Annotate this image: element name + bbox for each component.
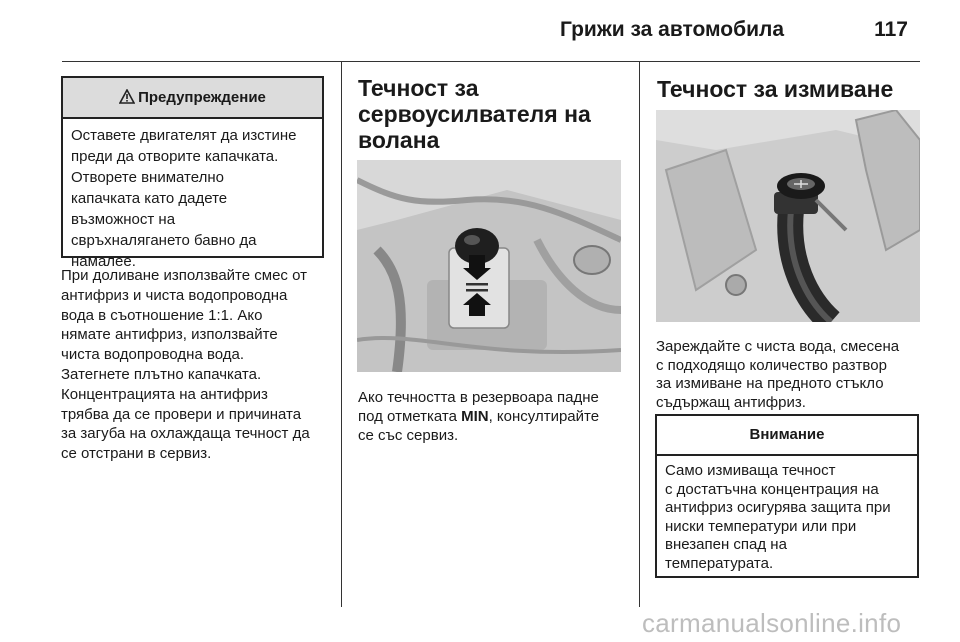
text-fragment: под отметката	[358, 408, 462, 425]
text-line: намалее.	[71, 253, 136, 270]
text-line: вода в съотношение 1:1. Ако	[61, 306, 263, 324]
washer-fluid-reservoir-photo	[656, 110, 920, 322]
text-line: нямате антифриз, използвайте	[61, 326, 278, 344]
notice-box	[655, 414, 919, 578]
text-line: Отворете внимателно	[71, 169, 224, 186]
power-steering-fluid-title	[358, 75, 628, 153]
washer-fluid-paragraph	[656, 338, 931, 413]
warning-box	[61, 76, 324, 270]
text-line: антифриз осигурява защита при	[665, 499, 891, 517]
text-line: трябва да се провери и причината	[61, 405, 302, 423]
text-line: Само измиваща течност	[665, 462, 836, 479]
warning-box-text	[63, 119, 322, 272]
power-steering-paragraph	[358, 388, 633, 445]
text-line: за измиване на предното стъкло	[656, 375, 884, 393]
text-line: При доливане използвайте смес от	[61, 267, 307, 284]
text-line: Концентрацията на антифриз	[61, 385, 268, 403]
text-line	[358, 407, 633, 426]
warning-box-header	[63, 78, 322, 119]
text-line: Зареждайте с чиста вода, смесена	[656, 338, 900, 355]
text-line: се със сервиз.	[358, 427, 459, 444]
text-line: свръхналягането бавно да	[71, 232, 257, 249]
title-line: Течност за	[358, 75, 479, 101]
page-number: 117	[874, 18, 908, 41]
text-line: Ако течността в резервоара падне	[358, 389, 599, 406]
text-line: ниски температури или при	[665, 517, 857, 535]
title-line: сервоусилвателя на	[358, 101, 591, 127]
text-line: възможност на	[71, 211, 176, 228]
text-line: капачката като дадете	[71, 190, 228, 207]
text-fragment: , консултирайте	[488, 408, 600, 425]
text-line: температурата.	[665, 554, 774, 572]
title-line: волана	[358, 127, 440, 153]
column-divider-right	[639, 61, 640, 607]
text-line: внезапен спад на	[665, 536, 787, 554]
warning-box-title: Предупреждение	[138, 89, 266, 106]
warning-triangle-icon	[119, 89, 135, 104]
text-line: съдържащ антифриз.	[656, 394, 806, 412]
power-steering-reservoir-photo	[357, 160, 621, 372]
notice-box-text	[657, 456, 917, 574]
header-divider	[62, 61, 920, 62]
text-line: за загуба на охлаждаща течност да	[61, 425, 310, 443]
page-header-title: Грижи за автомобила	[560, 18, 785, 41]
text-line: с подходящо количество разтвор	[656, 356, 887, 374]
text-line: преди да отворите капачката.	[71, 148, 279, 165]
text-line: Оставете двигателят да изстине	[71, 127, 297, 144]
notice-box-header: Внимание	[657, 416, 917, 456]
text-line: с достатъчна концентрация на	[665, 480, 879, 498]
washer-fluid-title: Течност за измиване	[657, 76, 894, 102]
text-line: Затегнете плътно капачката.	[61, 365, 262, 383]
text-line: антифриз и чиста водопроводна	[61, 286, 288, 304]
text-line: чиста водопроводна вода.	[61, 346, 245, 364]
min-mark-label: MIN	[461, 408, 489, 425]
coolant-mixture-paragraph	[61, 266, 341, 464]
watermark: carmanualsonline.info	[642, 608, 902, 638]
text-line: се отстрани в сервиз.	[61, 445, 212, 463]
column-divider-left	[341, 61, 342, 607]
